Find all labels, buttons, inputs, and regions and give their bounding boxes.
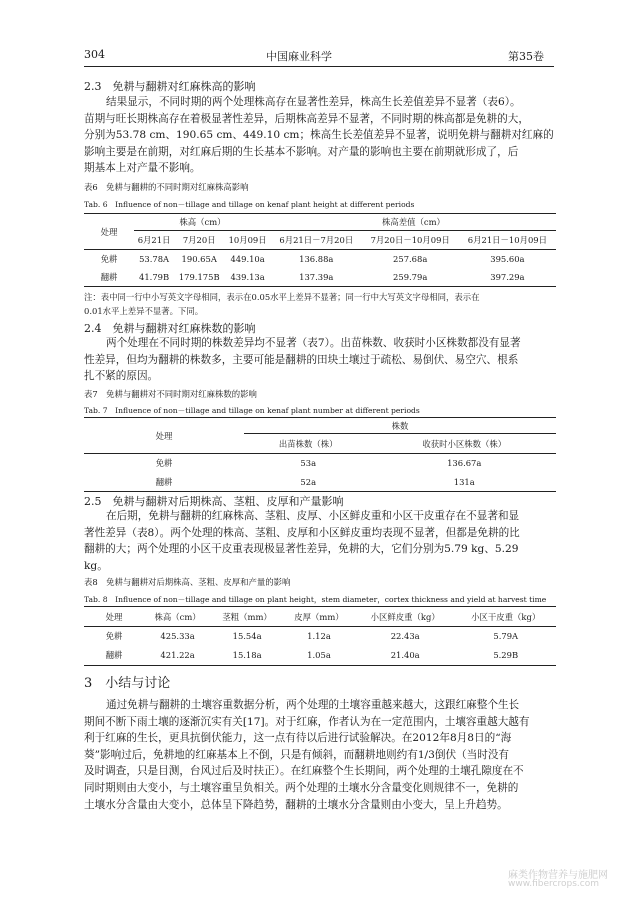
table-row — [84, 627, 556, 646]
table-row — [84, 454, 556, 473]
table-row — [84, 646, 556, 666]
table-cell: 421.22a — [144, 646, 211, 666]
table-cell: 52a — [244, 473, 372, 492]
table-cell: 439.13a — [224, 268, 271, 287]
table-row-label: 翻耕 — [84, 646, 144, 666]
text-line: 苗期与旺长期株高存在着极显著性差异，后期株高差异不显著，不同时期的株高都是免耕的大， — [84, 112, 529, 125]
header-rule — [84, 66, 554, 67]
text-line: 利于红麻的生长，更具抗倒伏能力，这一点有待以后进行试验解决。在2012年8月8日的“海 — [84, 732, 512, 745]
page-number: 304 — [84, 48, 105, 61]
text-line: 影响主要是在前期，对红麻后期的生长基本不影响。对产量的影响也主要在前期就形成了，后 — [84, 145, 519, 158]
table-col-header: 株高（cm） — [144, 607, 211, 627]
table-col-header: 处理 — [84, 607, 144, 627]
table-cell: 397.29a — [459, 268, 556, 287]
watermark-url: www.fibercrops.com — [508, 879, 599, 889]
table-row-label: 翻耕 — [84, 268, 134, 287]
note-line: 注：表中同一行中小写英文字母相同，表示在0.05水平上差异不显著；同一行中大写英文字母相同，表示在 — [84, 292, 480, 302]
table-col-header: 收获时小区株数（株） — [372, 434, 556, 454]
table-cell: 1.12a — [307, 631, 331, 642]
section-3-heading: 3 小结与讨论 — [84, 676, 171, 691]
table-cell: 136.88a — [299, 253, 334, 264]
table-row-label: 免耕 — [100, 253, 118, 264]
table-col-header: 小区鲜皮重（kg） — [355, 607, 456, 627]
text-line: kg。 — [84, 559, 108, 572]
table-cell: 5.29B — [455, 646, 556, 666]
section-2-5-text — [84, 508, 556, 574]
table-col-header: 7月20日 — [174, 231, 224, 250]
text-line: 结果显示，不同时期的两个处理株高存在显著性差异，株高生长差值差异不显著（表6）。 — [106, 96, 521, 108]
table7-caption-cn: 表7 免耕与翻耕对不同时期对红麻株数的影响 — [84, 389, 257, 399]
note-line: 0.01水平上差异不显著。下同。 — [84, 306, 204, 316]
table-col-header: 小区干皮重（kg） — [455, 607, 556, 627]
section-2-4-text — [84, 335, 556, 385]
table-cell: 15.18a — [211, 646, 283, 666]
table-col-header: 出苗株数（株） — [244, 434, 372, 454]
table-cell: 136.67a — [447, 458, 482, 469]
section-3-text — [84, 697, 556, 813]
section-2-5-heading: 2.5 免耕与翻耕对后期株高、茎粗、皮厚和产量影响 — [84, 495, 344, 508]
table-cell: 22.43a — [390, 631, 420, 642]
text-line: 两个处理在不同时期的株数差异均不显著（表7）。出苗株数、收获时小区株数都没有显著 — [106, 337, 521, 349]
text-line: 葵”影响过后，免耕地的红麻基本上不倒，只是有倾斜，而翻耕地则约有1/3倒伏（当时没有 — [84, 748, 510, 761]
table-group-header: 株数 — [244, 418, 556, 434]
table-col-header: 茎粗（mm） — [211, 607, 283, 627]
table-cell: 257.68a — [393, 253, 428, 264]
table-col-header: 7月20日－10月09日 — [362, 231, 459, 250]
table6-caption-cn: 表6 免耕与翻耕的不同时期对红麻株高影响 — [84, 182, 249, 192]
table-stub: 处理 — [84, 214, 134, 250]
table-cell: 395.60a — [490, 253, 525, 264]
volume-label: 第35卷 — [508, 50, 544, 63]
table-cell: 137.39a — [271, 268, 362, 287]
table-row-label: 免耕 — [155, 458, 173, 469]
table-cell: 1.05a — [283, 646, 355, 666]
table-cell: 53a — [300, 458, 317, 469]
text-line: 在后期，免耕与翻耕的红麻株高、茎粗、皮厚、小区鲜皮重和小区干皮重存在不显著和显 — [106, 510, 520, 522]
table-cell: 259.79a — [362, 268, 459, 287]
table-cell: 449.10a — [230, 253, 265, 264]
watermark-title: 麻类作物营养与施肥网 — [508, 870, 608, 881]
table7 — [84, 417, 556, 492]
table7-caption-en: Tab. 7 Influence of non－tillage and tillage on kenaf plant number at different periods — [84, 406, 420, 415]
table8 — [84, 606, 556, 666]
text-line: 及时调查，只是目测，台风过后及时扶正）。在红麻整个生长期间，两个处理的土壤孔隙度在不 — [84, 765, 524, 778]
journal-title: 中国麻业科学 — [266, 50, 332, 63]
table-row — [84, 250, 556, 268]
table-cell: 425.33a — [160, 631, 195, 642]
table-cell: 15.54a — [232, 631, 262, 642]
table8-caption-en: Tab. 8 Influence of non－tillage and tillage on plant height，stem diameter，cortex thickness and yield at harvest time — [84, 595, 547, 604]
table-row — [84, 473, 556, 492]
table-row — [84, 268, 556, 287]
text-line: 著性差异（表8）。两个处理的株高、茎粗、皮厚和小区鲜皮重均表现不显著，但都是免耕的比 — [84, 526, 520, 539]
table-col-header: 6月21日 — [134, 231, 174, 250]
text-line: 通过免耕与翻耕的土壤容重数据分析，两个处理的土壤容重越来越大，这跟红麻整个生长 — [106, 699, 520, 711]
table8-caption-cn: 表8 免耕与翻耕对后期株高、茎粗、皮厚和产量的影响 — [84, 577, 291, 587]
text-line: 分别为53.78 cm、190.65 cm、449.10 cm；株高生长差值差异不显著，说明免耕与翻耕对红麻的 — [84, 129, 554, 142]
table-col-header: 6月21日－7月20日 — [271, 231, 362, 250]
table-stub: 处理 — [84, 418, 244, 454]
table-cell: 53.78A — [139, 253, 170, 264]
text-line: 性差异，但均为翻耕的株数多，主要可能是翻耕的田块土壤过于疏松、易倒伏、易空穴、根系 — [84, 353, 519, 366]
table-group-header: 株高差值（cm） — [271, 214, 556, 231]
table-row-label: 免耕 — [105, 631, 123, 642]
table6-caption-en: Tab. 6 Influence of non－tillage and tillage on kenaf plant height at different periods — [84, 200, 415, 209]
table-cell: 21.40a — [355, 646, 456, 666]
text-line: 土壤水分含量由大变小，总体呈下降趋势，翻耕的土壤水分含量则由小变大，呈上升趋势。 — [84, 798, 508, 811]
table6 — [84, 213, 556, 287]
table-row-label: 翻耕 — [84, 473, 244, 492]
section-2-3-heading: 2.3 免耕与翻耕对红麻株高的影响 — [84, 80, 256, 93]
table-col-header: 10月09日 — [224, 231, 271, 250]
table-col-header: 皮厚（mm） — [283, 607, 355, 627]
table-cell: 41.79B — [134, 268, 174, 287]
text-line: 期间不断下雨土壤的逐渐沉实有关[17]。对于红麻，作者认为在一定范围内，土壤容重越大越有 — [84, 715, 530, 728]
table-col-header: 6月21日－10月09日 — [459, 231, 556, 250]
text-line: 扎不紧的原因。 — [84, 370, 159, 383]
text-line: 同时期则由大变小，与土壤容重呈负相关。两个处理的土壤水分含量变化则规律不一，免耕的 — [84, 781, 519, 794]
table-cell: 179.175B — [174, 268, 224, 287]
table-cell: 131a — [372, 473, 556, 492]
table-cell: 5.79A — [493, 631, 519, 642]
table-group-header: 株高（cm） — [134, 214, 271, 231]
section-2-3-text — [84, 94, 556, 177]
table6-note — [84, 290, 556, 318]
section-2-4-heading: 2.4 免耕与翻耕对红麻株数的影响 — [84, 322, 256, 335]
text-line: 翻耕的大；两个处理的小区干皮重表现极显著性差异，免耕的大，它们分别为5.79 kg、5.29 — [84, 543, 519, 556]
text-line: 期基本上对产量不影响。 — [84, 162, 201, 175]
table-cell: 190.65A — [181, 253, 217, 264]
